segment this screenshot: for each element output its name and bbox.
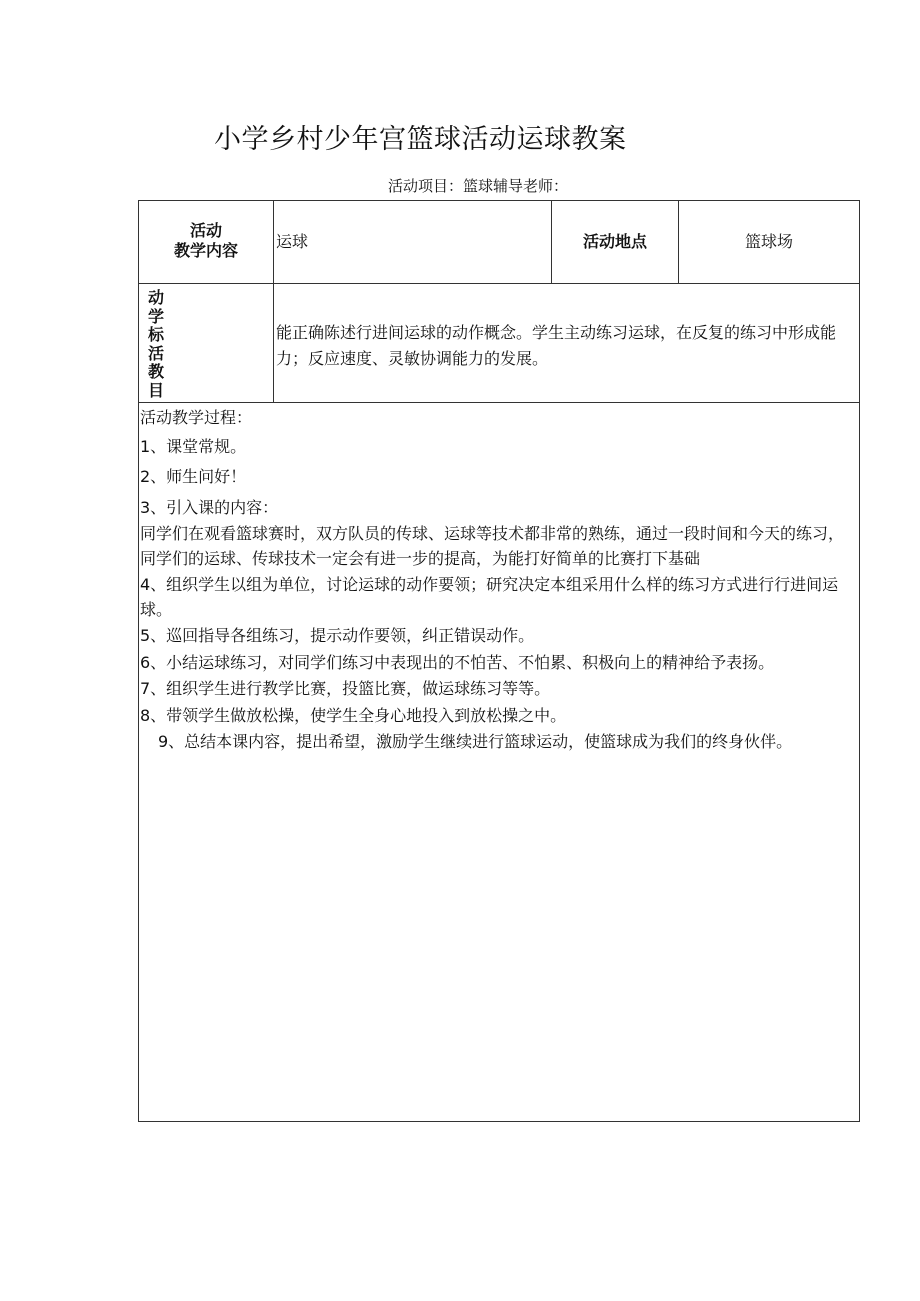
process-item: 2、师生问好！ — [140, 467, 247, 486]
table-row2-bottom — [138, 402, 860, 403]
table-border-left — [138, 200, 139, 1122]
process-item: 7、组织学生进行教学比赛，投篮比赛，做运球练习等等。 — [140, 679, 551, 698]
table-border-top — [138, 200, 860, 201]
process-item: 5、巡回指导各组练习，提示动作要领，纠正错误动作。 — [140, 626, 535, 645]
location-value: 篮球场 — [744, 232, 793, 251]
goal-text: 能正确陈述行进间运球的动作概念。学生主动练习运球，在反复的练习中形成能力；反应速度、灵敏协调能力的发展。 — [276, 323, 837, 368]
content-label: 活动 教学内容 — [173, 221, 238, 260]
process-item: 6、小结运球练习，对同学们练习中表现出的不怕苦、不怕累、积极向上的精神给予表扬。 — [140, 652, 775, 672]
process-item: 4、组织学生以组为单位，讨论运球的动作要领；研究决定本组采用什么样的练习方式进行行进间运球。 — [140, 575, 839, 619]
process-item: 同学们在观看篮球赛时，双方队员的传球、运球等技术都非常的熟练，通过一段时间和今天的练习，同学们的运球、传球技术一定会有进一步的提高，为能打好简单的比赛打下基础 — [140, 524, 845, 568]
activity-subheader: 活动项目：篮球辅导老师： — [388, 177, 569, 195]
goal-label: 动学标活教目 — [148, 288, 165, 400]
process-heading: 活动教学过程： — [140, 408, 253, 427]
process-item: 1、课堂常规。 — [140, 436, 247, 456]
table-border-right — [859, 200, 860, 1122]
table-row1-bottom — [138, 283, 860, 284]
location-label: 活动地点 — [582, 232, 647, 251]
process-section — [140, 406, 854, 757]
process-item: 9、总结本课内容，提出希望，激励学生继续进行篮球运动，使篮球成为我们的终身伙伴。 — [158, 732, 793, 751]
content-value: 运球 — [276, 232, 309, 251]
process-item: 3、引入课的内容： — [140, 497, 279, 517]
table-col1-divider — [273, 200, 274, 403]
document-title: 小学乡村少年宫篮球活动运球教案 — [214, 124, 627, 155]
process-item: 8、带领学生做放松操，使学生全身心地投入到放松操之中。 — [140, 705, 567, 725]
table-border-bottom — [138, 1121, 860, 1122]
